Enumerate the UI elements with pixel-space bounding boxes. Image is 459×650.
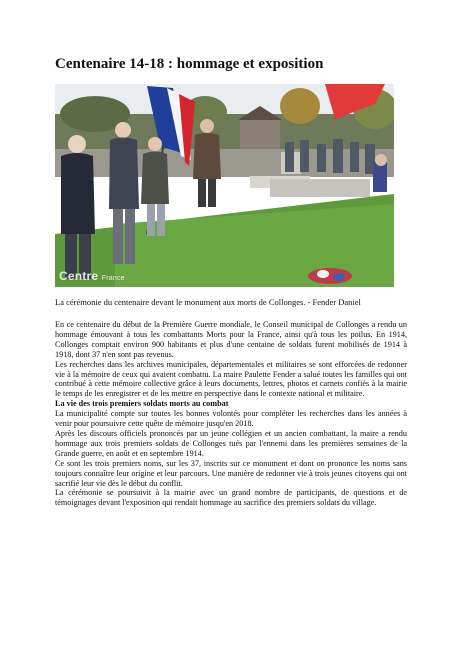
paragraph: Ce sont les trois premiers noms, sur les 37, inscrits sur ce monument et dont on prononce les noms sans toujours connaître leur origine et leur parcours. Une manière de redonner vie à trois jeunes citoyens qui ont sacrifié leur vie dès le début du conflit. bbox=[55, 458, 407, 488]
paragraph: La cérémonie se poursuivit à la mairie avec un grand nombre de participants, de questions et de témoignages devant l'exposition qui rendait hommage au sacrifice des premiers soldats du village. bbox=[55, 488, 407, 508]
paragraph: La municipalité compte sur toutes les bonnes volontés pour compléter les recherches dans les années à venir pour poursuivre cette quête de mémoire jusqu'en 2018. bbox=[55, 409, 407, 429]
article-title: Centenaire 14-18 : hommage et exposition bbox=[55, 56, 324, 72]
watermark-suffix: France bbox=[101, 275, 125, 282]
article-body bbox=[55, 320, 407, 508]
paragraph: Les recherches dans les archives municipales, départementales et militaires se sont efforcées de redonner vie à la mémoire de ceux qui avaient combattu. La maire Paulette Fender a salué toutes les familles qui ont contribué à cette mémoire collective grâce à leurs documents, lettres, photos et carnets confiés à la mairie le temps de les enregistrer et de les mettre en perspective dans le contexte national et militaire. bbox=[55, 359, 407, 399]
watermark-brand: Centre bbox=[59, 269, 99, 283]
ceremony-photo bbox=[55, 84, 394, 287]
paragraph: En ce centenaire du début de la Première Guerre mondiale, le Conseil municipal de Collonges a rendu un hommage émouvant à tous les combattants Morts pour la France, ainsi qu'à tous les poilus. En 1914, Collonges comptait environ 900 habitants et plus d'une centaine de soldats furent mobilisés de 1914 à 1918, dont 37 n'en sont pas revenus. bbox=[55, 320, 407, 359]
photo-watermark bbox=[59, 269, 125, 283]
article-subheading: La vie des trois premiers soldats morts au combat bbox=[55, 399, 229, 409]
paragraph: Après les discours officiels prononcés par un jeune collégien et un ancien combattant, la maire a rendu hommage aux trois premiers soldats de Collonges tués par l'ennemi dans les premières semaines de la Grande guerre, en août et en septembre 1914. bbox=[55, 428, 407, 458]
photo-caption: La cérémonie du centenaire devant le monument aux morts de Collonges. - Fender Daniel bbox=[55, 297, 361, 307]
